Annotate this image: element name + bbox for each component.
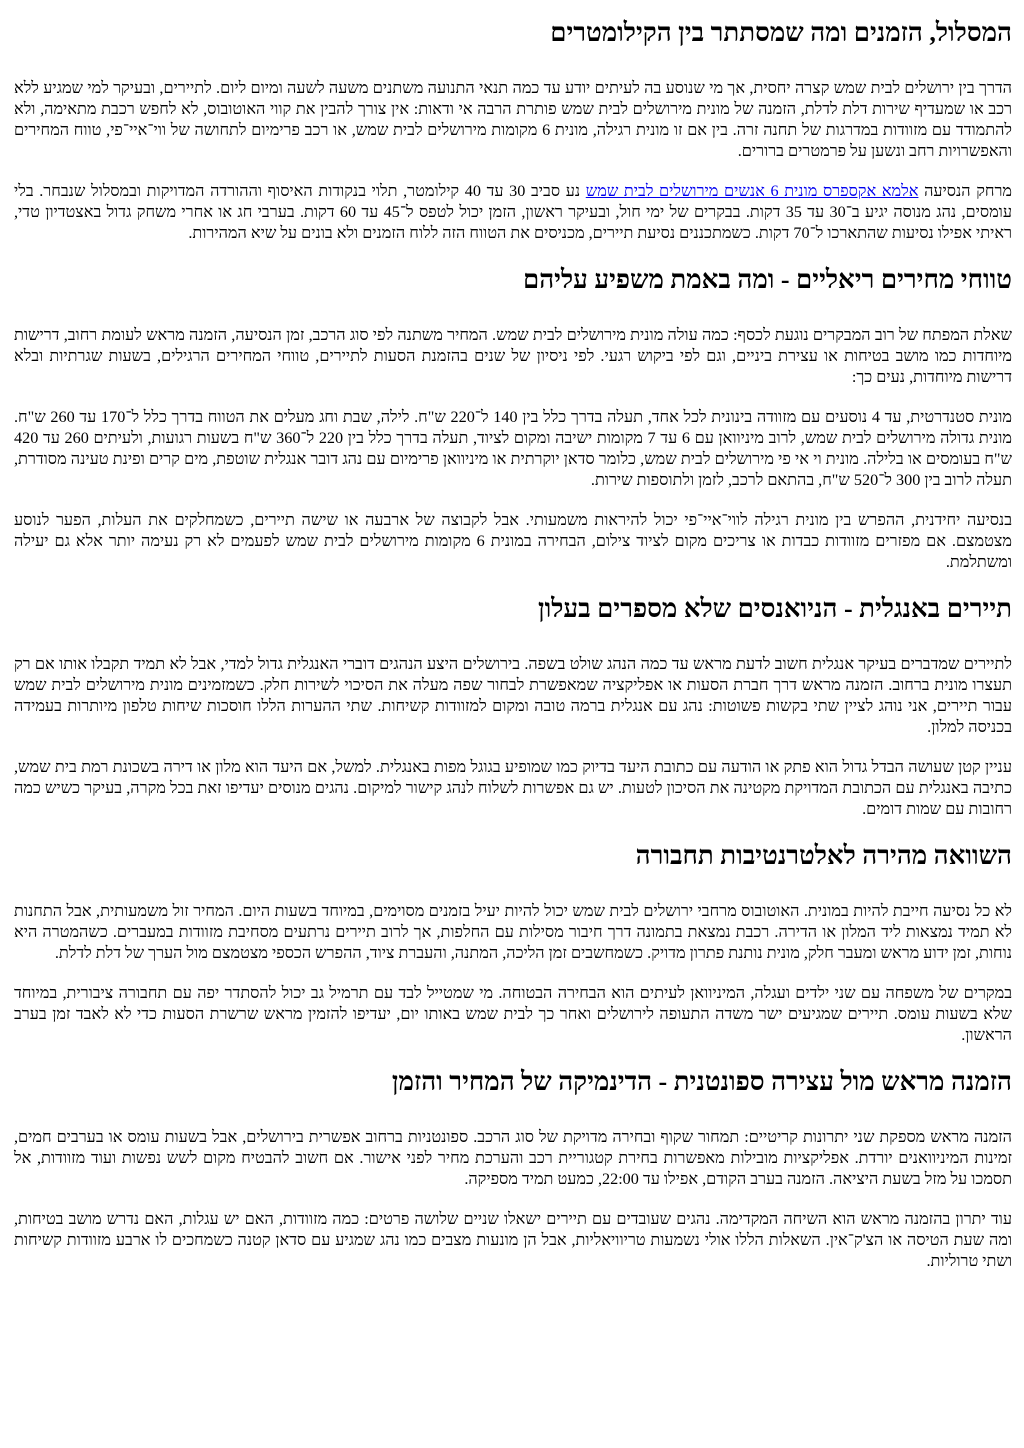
section-heading: טווחי מחירים ריאליים - ומה באמת משפיע עליהם (523, 265, 1012, 294)
section-booking-dynamics (14, 1065, 1012, 1272)
paragraph-text-end: נע סביב 30 עד 40 קילומטר, תלוי בנקודות האיסוף וההורדה המדויקות ובמסלול שנבחר. בלי עומסים, נהג מנוסה יגיע ב־30 עד 35 דקות. בבקרים של ימי חול, ובעיקר ראשון, הזמן יכול לטפס ל־45 עד 60 דקות. בערבי חג או אחרי משחק גדול באצטדיון טדי, ראיתי אפילו נסיעות שהתארכו ל־70 דקות. כשמתכננים נסיעת תיירים, מכניסים את הטווח הזה ללוח הזמנים ולא בונים על שיא המהירות. (14, 182, 1012, 242)
paragraph: הדרך בין ירושלים לבית שמש קצרה יחסית, אך מי שנוסע בה לעיתים יודע עד כמה תנאי התנועה משתנים משעה לשעה ומיום ליום. לתיירים, ובעיקר למי שמגיע ללא רכב או שמעדיף שירות דלת לדלת, הזמנה של מונית מירושלים לבית שמש פותרת הרבה אי ודאות: אין צורך להבין את קווי האוטובוס, לא לחפש רכבת מתאימה, ולא להתמודד עם מזוודות במדרגות של תחנה זרה. בין אם זו מונית רגילה, מונית 6 מקומות מירושלים לבית שמש, או רכב פרימיום לתחושה של ווי־איי־פי, טווח המחירים והאפשרויות רחב ונשען על פרמטרים ברורים. (14, 79, 1012, 160)
paragraph: לא כל נסיעה חייבת להיות במונית. האוטובוס מרחבי ירושלים לבית שמש יכול להיות יעיל בזמנים מסוימים, במיוחד בשעות היום. המחיר זול משמעותית, אבל התחנות לא תמיד נמצאות ליד המלון או הדירה. רכבת נמצאת בתמונה דרך חיבור מסילות עם החלפות, אך לרוב תיירים נרתעים מסחיבת מזוודות במעברים. כשהמטרה היא נוחות, זמן ידוע מראש ומעבר חלק, מונית נותנת פתרון מדויק. כשמחשבים זמן הליכה, המתנה, והעברת ציוד, ההפרש הכספי מצטמצם מול הערך של דלת לדלת. (14, 902, 1012, 962)
paragraph: שאלת המפתח של רוב המבקרים נוגעת לכסף: כמה עולה מונית מירושלים לבית שמש. המחיר משתנה לפי סוג הרכב, זמן הנסיעה, הזמנה מראש לעומת רחוב, דרישות מיוחדות כמו מושב בטיחות או עצירת ביניים, וגם לפי ביקוש רגעי. לפי ניסיון של שנים בהזמנת הסעות לתיירים, טווחי המחירים הרגילים, בשעות שגרתיות ובלא דרישות מיוחדות, נעים כך: (14, 326, 1012, 386)
paragraph: הזמנה מראש מספקת שני יתרונות קריטיים: תמחור שקוף ובחירה מדויקת של סוג הרכב. ספונטניות ברחוב אפשרית בירושלים, אבל בשעות עומס או בערבים חמים, זמינות המיניוואנים יורדת. אפליקציות מובילות מאפשרות בחירת קטגוריית רכב והערכת מחיר לפני אישור. אם חשוב להבטיח מקום לשש נפשות ועוד מזוודות, אל תסמכו על מזל בשעת היציאה. הזמנה בערב הקודם, אפילו עד 22:00, כמעט תמיד מספיקה. (14, 1128, 1012, 1188)
paragraph: במקרים של משפחה עם שני ילדים ועגלה, המיניוואן לעיתים הוא הבחירה הבטוחה. מי שמטייל לבד עם תרמיל גב יכול להסתדר יפה עם תחבורה ציבורית, במיוחד שלא בשעות עומס. תיירים שמגיעים ישר משדה התעופה לירושלים ואחר כך לבית שמש באותו יום, יעדיפו להזמין מראש שרשרת הסעות כדי לא לאבד זמן בערב הראשון. (14, 984, 1012, 1044)
paragraph: עוד יתרון בהזמנה מראש הוא השיחה המקדימה. נהגים שעובדים עם תיירים ישאלו שניים שלושה פרטים: כמה מזוודות, האם יש עגלות, האם נדרש מושב בטיחות, ומה שעת הטיסה או הצ'ק־אין. השאלות הללו אולי נשמעות טריוויאליות, אבל הן מונעות מצבים כמו נהג שמגיע עם סדאן קטנה כשמחכים לו ארבע מזוודות קשיחות ושתי טרוליות. (14, 1210, 1012, 1270)
section-price-ranges (14, 263, 1012, 573)
article-link[interactable]: אלמא אקספרס מונית 6 אנשים מירושלים לבית שמש (585, 182, 919, 200)
section-heading: הזמנה מראש מול עצירה ספונטנית - הדינמיקה של המחיר והזמן (391, 1067, 1012, 1096)
paragraph: לתיירים שמדברים בעיקר אנגלית חשוב לדעת מראש עד כמה הנהג שולט בשפה. בירושלים היצע הנהגים דוברי האנגלית גדול למדי, אבל לא תמיד תקבלו אותו אם רק תעצרו מונית ברחוב. הזמנה מראש דרך חברת הסעות או אפליקציה שמאפשרת לבחור שפה מעלה את הסיכוי לשירות חלק. כשמזמינים מונית מירושלים לבית שמש עבור תיירים, אני נוהג לציין שתי בקשות פשוטות: נהג עם אנגלית ברמה טובה ומקום למזוודות קשיחות. שתי ההערות הללו חוסכות שיחות טלפון מיותרות בעמידה בכניסה למלון. (14, 655, 1012, 736)
paragraph: מונית סטנדרטית, עד 4 נוסעים עם מזוודה בינונית לכל אחד, תעלה בדרך כלל בין 140 ל־220 ש"ח. לילה, שבת וחג מעלים את הטווח בדרך כלל ל־170 עד 260 ש"ח. מונית גדולה מירושלים לבית שמש, לרוב מיניוואן עם 6 עד 7 מקומות ישיבה ומקום לציוד, תעלה בדרך כלל בין 220 ל־360 ש"ח בשעות רגועות, ולעיתים 260 עד 420 ש"ח בעומסים או בלילה. מונית וי אי פי מירושלים לבית שמש, כלומר סדאן יוקרתית או מיניוואן פרימיום עם נהג דובר אנגלית שוטפת, מים קרים ופינת טעינה מסודרת, תעלה לרוב בין 300 ל־520 ש"ח, בהתאם לרכב, לזמן ולתוספות שירות. (14, 408, 1013, 489)
paragraph-with-link (14, 181, 1012, 244)
paragraph: בנסיעה יחידנית, ההפרש בין מונית רגילה לווי־איי־פי יכול להיראות משמעותי. אבל לקבוצה של ארבעה או שישה תיירים, כשמחלקים את העלות, הפער לנוסע מצטמצם. אם מפזרים מזוודות כבדות או צריכים מקום לציוד צילום, הבחירה במונית 6 מקומות מירושלים לבית שמש לפעמים לא רק נעימה יותר אלא גם יעילה ומשתלמת. (14, 511, 1012, 571)
section-heading: המסלול, הזמנים ומה שמסתתר בין הקילומטרים (550, 18, 1012, 47)
section-transport-comparison (14, 839, 1012, 1046)
section-heading: השוואה מהירה לאלטרנטיבות תחבורה (635, 841, 1012, 870)
paragraph-text-start: מרחק הנסיעה (918, 182, 1012, 200)
section-english-tourists (14, 592, 1012, 820)
section-route-and-times (14, 16, 1012, 244)
paragraph: עניין קטן שעושה הבדל גדול הוא פתק או הודעה עם כתובת היעד בדיוק כמו שמופיע בגוגל מפות באנגלית. למשל, אם היעד הוא מלון או דירה בשכונת רמת בית שמש, כתיבה באנגלית עם הכתובת המדויקת מקטינה את הסיכון לטעות. יש גם אפשרות לשלוח לנהג קישור למיקום. נהגים מנוסים יעדיפו זאת בכל מקרה, בעיקר כשיש כמה רחובות עם שמות דומים. (14, 758, 1012, 818)
section-heading: תיירים באנגלית - הניואנסים שלא מספרים בעלון (537, 594, 1012, 623)
